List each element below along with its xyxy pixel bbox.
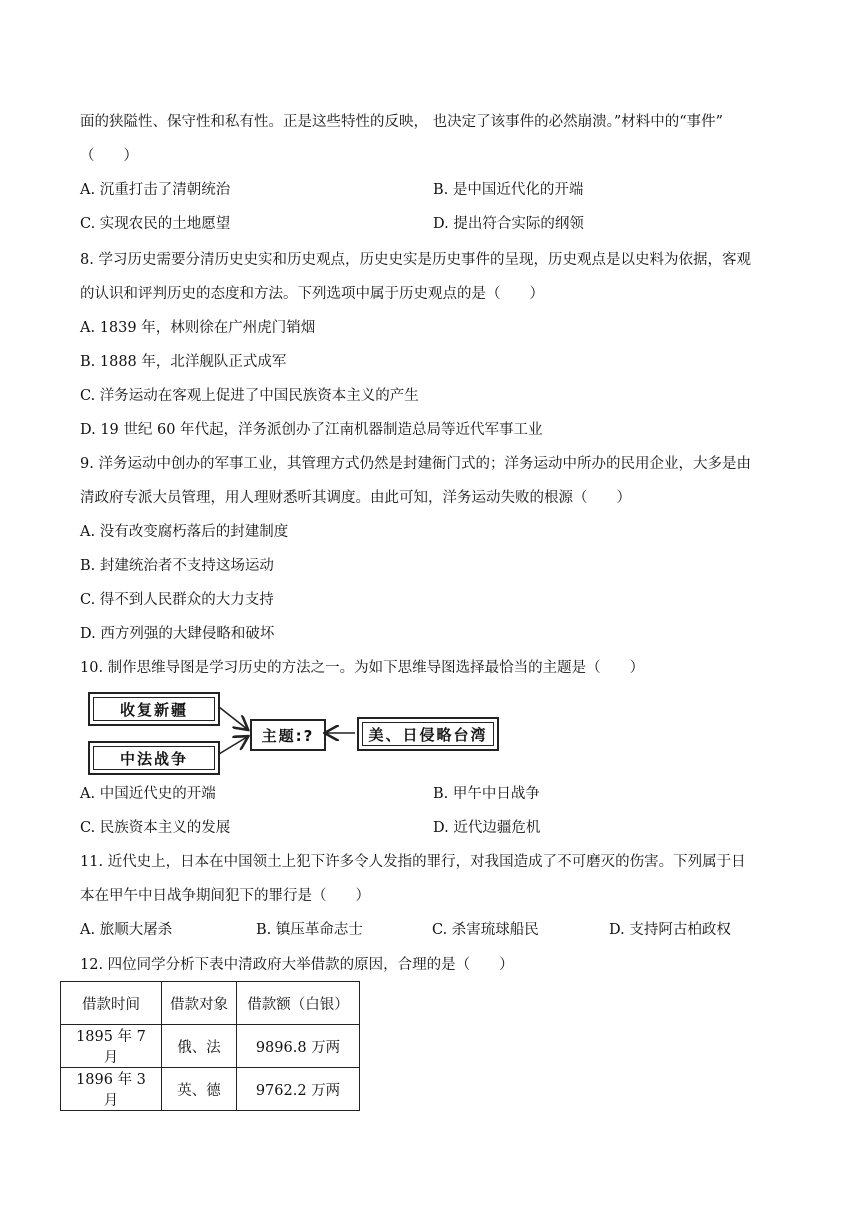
q10-stem: 10. 制作思维导图是学习历史的方法之一。为如下思维导图选择最恰当的主题是（ ） bbox=[80, 660, 645, 676]
table-cell: 英、德 bbox=[162, 1068, 237, 1111]
q10-options-row2 bbox=[80, 818, 788, 838]
q7-answer-bracket: （ ） bbox=[80, 148, 138, 164]
mindmap-center-topic: 主题:? bbox=[250, 719, 326, 751]
q9-option-d[interactable]: D. 西方列强的大肆侵略和破坏 bbox=[80, 626, 275, 642]
q7-option-b[interactable]: B. 是中国近代化的开端 bbox=[433, 182, 584, 198]
mindmap-box-sino-french-war: 中法战争 bbox=[88, 741, 220, 775]
q9-option-c[interactable]: C. 得不到人民群众的大力支持 bbox=[80, 592, 274, 608]
mindmap-box-xinjiang: 收复新疆 bbox=[88, 692, 220, 726]
q10-option-d[interactable]: D. 近代边疆危机 bbox=[433, 820, 541, 836]
table-header-cell: 借款额（白银） bbox=[237, 982, 360, 1025]
arrow-xinjiang-to-topic bbox=[219, 707, 247, 729]
q11-option-d[interactable]: D. 支持阿古柏政权 bbox=[609, 922, 731, 938]
q8-option-c[interactable]: C. 洋务运动在客观上促进了中国民族资本主义的产生 bbox=[80, 388, 419, 404]
q7-option-a[interactable]: A. 沉重打击了清朝统治 bbox=[80, 182, 231, 198]
q11-option-a[interactable]: A. 旅顺大屠杀 bbox=[80, 922, 173, 938]
q12-stem: 12. 四位同学分析下表中清政府大举借款的原因，合理的是（ ） bbox=[80, 957, 514, 973]
table-cell: 1896 年 3 月 bbox=[61, 1068, 162, 1111]
q11-stem-line1: 11. 近代史上，日本在中国领土上犯下许多令人发指的罪行，对我国造成了不可磨灭的伤害。下列属于日 bbox=[80, 854, 746, 870]
table-row bbox=[61, 1025, 360, 1068]
mindmap-box-taiwan: 美、日侵略台湾 bbox=[357, 717, 499, 751]
loan-table bbox=[60, 981, 360, 1111]
table-row bbox=[61, 1068, 360, 1111]
q10-option-c[interactable]: C. 民族资本主义的发展 bbox=[80, 820, 231, 836]
table-header-cell: 借款对象 bbox=[162, 982, 237, 1025]
q10-options-row1 bbox=[80, 784, 788, 804]
q9-option-b[interactable]: B. 封建统治者不支持这场运动 bbox=[80, 558, 274, 574]
q9-stem-line2: 清政府专派大员管理，用人理财悉听其调度。由此可知，洋务运动失败的根源（ ） bbox=[80, 490, 631, 506]
table-header-cell: 借款时间 bbox=[61, 982, 162, 1025]
q7-option-c[interactable]: C. 实现农民的土地愿望 bbox=[80, 216, 231, 232]
q9-option-a[interactable]: A. 没有改变腐朽落后的封建制度 bbox=[80, 524, 289, 540]
q8-stem-line2: 的认识和评判历史的态度和方法。下列选项中属于历史观点的是（ ） bbox=[80, 286, 544, 302]
q10-option-b[interactable]: B. 甲午中日战争 bbox=[433, 786, 540, 802]
table-cell: 俄、法 bbox=[162, 1025, 237, 1068]
arrow-war-to-topic bbox=[219, 737, 247, 754]
q7-option-d[interactable]: D. 提出符合实际的纲领 bbox=[433, 216, 584, 232]
q7-stem-tail: 面的狭隘性、保守性和私有性。正是这些特性的反映， 也决定了该事件的必然崩溃。”材料中的“事件” bbox=[80, 114, 724, 130]
q11-option-b[interactable]: B. 镇压革命志士 bbox=[256, 922, 363, 938]
table-cell: 9896.8 万两 bbox=[237, 1025, 360, 1068]
q8-option-b[interactable]: B. 1888 年，北洋舰队正式成军 bbox=[80, 354, 287, 370]
table-header-row bbox=[61, 982, 360, 1025]
q9-stem-line1: 9. 洋务运动中创办的军事工业，其管理方式仍然是封建衙门式的；洋务运动中所办的民用企业，大多是由 bbox=[80, 456, 751, 472]
q11-options-row bbox=[80, 920, 788, 940]
q8-option-d[interactable]: D. 19 世纪 60 年代起，洋务派创办了江南机器制造总局等近代军事工业 bbox=[80, 422, 543, 438]
q8-option-a[interactable]: A. 1839 年，林则徐在广州虎门销烟 bbox=[80, 320, 316, 336]
q11-stem-line2: 本在甲午中日战争期间犯下的罪行是（ ） bbox=[80, 888, 370, 904]
table-cell: 9762.2 万两 bbox=[237, 1068, 360, 1111]
q10-option-a[interactable]: A. 中国近代史的开端 bbox=[80, 786, 216, 802]
q8-stem-line1: 8. 学习历史需要分清历史史实和历史观点，历史史实是历史事件的呈现，历史观点是以史料为依据，客观 bbox=[80, 252, 751, 268]
q11-option-c[interactable]: C. 杀害琉球船民 bbox=[432, 922, 539, 938]
table-cell: 1895 年 7 月 bbox=[61, 1025, 162, 1068]
